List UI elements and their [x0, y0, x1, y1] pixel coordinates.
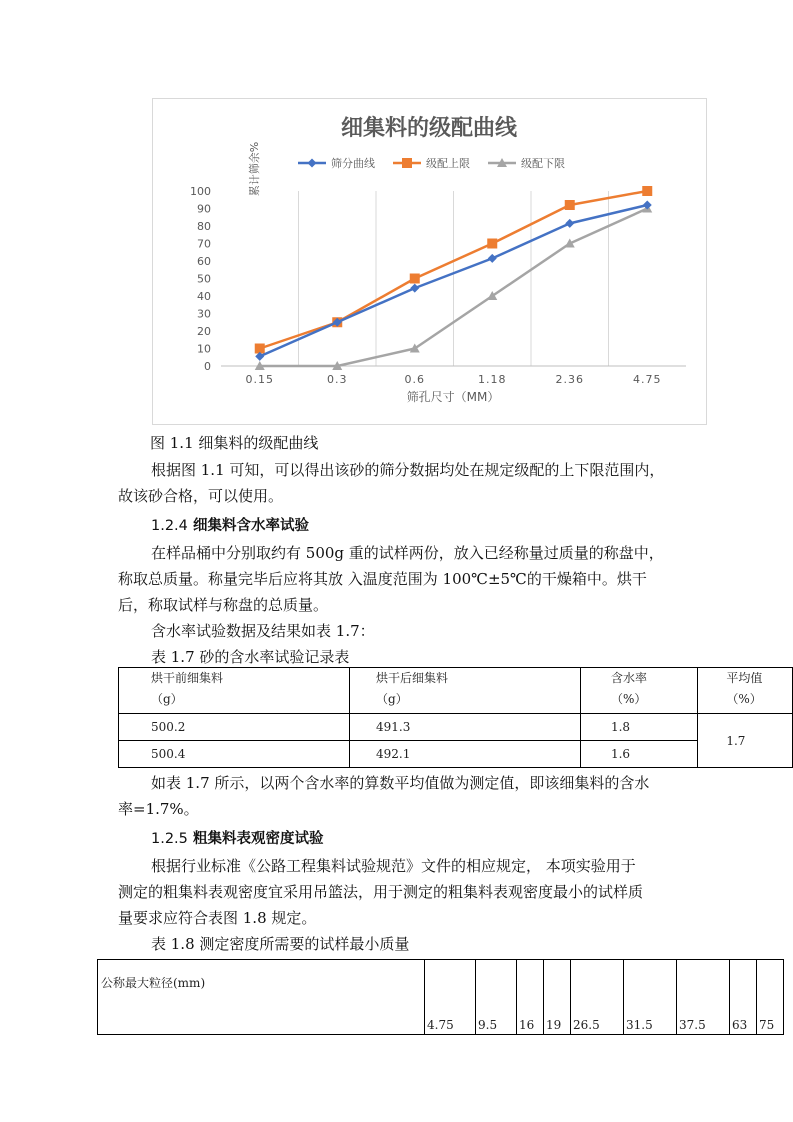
data-point	[487, 239, 497, 249]
moisture-table	[118, 667, 793, 768]
y-tick-label: 90	[197, 202, 211, 216]
cell-after: 492.1	[350, 741, 581, 768]
paragraph-4-line-1: 如表 1.7 所示，以两个含水率的算数平均值做为测定值，即该细集料的含水	[151, 774, 650, 792]
y-tick-label: 10	[197, 342, 211, 356]
data-point	[488, 254, 497, 263]
size-cell: 16	[517, 960, 544, 1035]
paragraph-5-line-3: 量要求应符合表图 1.8 规定。	[118, 909, 317, 927]
figure-caption: 图 1.1 细集料的级配曲线	[150, 434, 319, 452]
section-heading-1-2-5	[151, 827, 323, 848]
section-number: 1.2.4	[151, 518, 188, 534]
table-header-row	[119, 668, 793, 714]
data-point	[565, 219, 574, 228]
chart-canvas	[153, 99, 706, 424]
y-axis-label: 累计筛余%	[248, 141, 261, 197]
data-point	[643, 201, 652, 210]
x-tick-label: 4.75	[633, 373, 662, 386]
x-tick-label: 0.15	[245, 373, 274, 386]
section-title: 细集料含水率试验	[192, 518, 309, 534]
paragraph-2-line-1: 在样品桶中分别取约有 500g 重的试样两份，放入已经称量过质量的称盘中，	[151, 544, 664, 562]
cell-moisture: 1.8	[580, 714, 697, 741]
paragraph-1-line-1: 根据图 1.1 可知，可以得出该砂的筛分数据均处在规定级配的上下限范围内，	[151, 461, 665, 479]
y-axis-ticks	[190, 185, 211, 373]
size-cell: 4.75	[425, 960, 476, 1035]
size-cell: 37.5	[677, 960, 730, 1035]
cell-before: 500.4	[119, 741, 350, 768]
header-before-drying: 烘干前细集料 （g）	[119, 668, 350, 714]
paragraph-1-line-2: 故该砂合格，可以使用。	[118, 487, 284, 505]
y-tick-label: 100	[190, 185, 211, 198]
size-cell: 75	[757, 960, 784, 1035]
x-tick-label: 0.6	[404, 373, 425, 386]
legend-label: 筛分曲线	[331, 157, 375, 170]
min-mass-table	[97, 959, 784, 1035]
cell-after: 491.3	[350, 714, 581, 741]
table-1-7-caption: 表 1.7 砂的含水率试验记录表	[151, 648, 350, 666]
table-row	[98, 960, 784, 1035]
label-cell: 公称最大粒径(mm)	[98, 960, 425, 1035]
header-moisture: 含水率 （%）	[580, 668, 697, 714]
y-tick-label: 70	[197, 237, 211, 251]
data-point	[642, 186, 652, 196]
paragraph-2-line-2: 称取总质量。称量完毕后应将其放 入温度范围为 100℃±5℃的干燥箱中。烘干	[118, 570, 647, 588]
section-title: 粗集料表观密度试验	[192, 831, 324, 847]
x-axis-label: 筛孔尺寸（MM）	[406, 390, 500, 404]
y-tick-label: 40	[197, 290, 211, 303]
cell-average: 1.7	[698, 714, 793, 768]
paragraph-5-line-2: 测定的粗集料表观密度宜采用吊篮法，用于测定的粗集料表观密度最小的试样质	[118, 883, 644, 901]
paragraph-4-line-2: 率=1.7%。	[118, 800, 199, 818]
y-tick-label: 20	[197, 325, 211, 338]
size-cell: 9.5	[476, 960, 517, 1035]
y-tick-label: 0	[204, 360, 211, 373]
paragraph-2-line-3: 后，称取试样与称盘的总质量。	[118, 596, 329, 614]
gradation-chart	[152, 98, 707, 425]
size-cell: 19	[544, 960, 571, 1035]
legend-marker	[308, 159, 317, 168]
header-after-drying: 烘干后细集料 （g）	[350, 668, 581, 714]
paragraph-3: 含水率试验数据及结果如表 1.7：	[151, 622, 375, 640]
size-cell: 63	[730, 960, 757, 1035]
section-heading-1-2-4	[151, 514, 309, 535]
chart-title: 细集料的级配曲线	[340, 116, 518, 141]
y-tick-label: 80	[197, 220, 211, 233]
cell-before: 500.2	[119, 714, 350, 741]
legend-label: 级配上限	[426, 157, 470, 170]
size-cell: 26.5	[571, 960, 624, 1035]
chart-gridlines	[221, 191, 686, 366]
table-row	[119, 714, 793, 741]
x-tick-label: 2.36	[555, 373, 584, 386]
section-number: 1.2.5	[151, 831, 188, 847]
chart-legend	[298, 156, 565, 170]
paragraph-5-line-1: 根据行业标准《公路工程集料试验规范》文件的相应规定， 本项实验用于	[151, 857, 636, 875]
y-tick-label: 60	[197, 255, 211, 268]
table-1-8-caption: 表 1.8 测定密度所需要的试样最小质量	[151, 935, 410, 953]
data-point	[565, 200, 575, 210]
table-row	[119, 741, 793, 768]
size-cell: 31.5	[624, 960, 677, 1035]
legend-label: 级配下限	[521, 157, 565, 170]
y-tick-label: 50	[197, 272, 211, 286]
y-tick-label: 30	[197, 307, 211, 321]
data-point	[410, 274, 420, 284]
x-tick-label: 0.3	[327, 373, 348, 386]
legend-marker	[402, 158, 412, 168]
cell-moisture: 1.6	[580, 741, 697, 768]
x-tick-label: 1.18	[478, 373, 507, 386]
data-point	[410, 284, 419, 293]
header-average: 平均值 （%）	[698, 668, 793, 714]
x-axis-ticks	[246, 373, 662, 386]
